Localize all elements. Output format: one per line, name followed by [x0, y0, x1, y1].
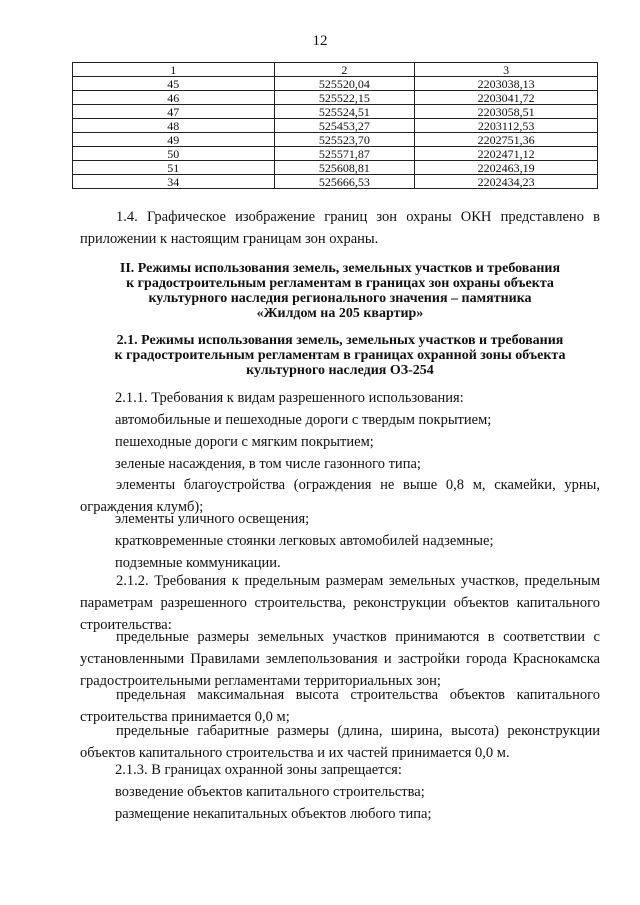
item-roads: автомобильные и пешеходные дороги с твердым покрытием; [115, 412, 492, 428]
table-row [73, 133, 598, 147]
para-dimensions-text: предельные габаритные размеры (длина, ширина, высота) реконструкции объектов капитального строительства и их частей принимается 0,0 м. [80, 723, 600, 761]
item-placement: размещение некапитальных объектов любого типа; [115, 806, 432, 822]
table-cell: 2203041,72 [415, 91, 598, 105]
item-green: зеленые насаждения, в том числе газонного типа; [115, 456, 421, 472]
table-cell: 47 [73, 105, 275, 119]
table-row [73, 105, 598, 119]
table-cell: 2203058,51 [415, 105, 598, 119]
heading-line: культурного наследия ОЗ-254 [246, 363, 434, 378]
table-cell: 2203112,53 [415, 119, 598, 133]
item-utilities: подземные коммуникации. [115, 555, 281, 571]
item-2-1-1: 2.1.1. Требования к видам разрешенного использования: [115, 390, 464, 406]
table-cell: 525453,27 [274, 119, 415, 133]
section-1-4-text: 1.4. Графическое изображение границ зон охраны ОКН представлено в приложении к настоящим границам зон охраны. [80, 209, 600, 247]
heading-line: культурного наследия регионального значения – памятника [148, 291, 532, 306]
table-cell: 49 [73, 133, 275, 147]
item-parking: кратковременные стоянки легковых автомобилей надземные; [115, 533, 494, 549]
table-cell: 50 [73, 147, 275, 161]
item-paths: пешеходные дороги с мягким покрытием; [115, 434, 374, 450]
table-cell: 2202751,36 [415, 133, 598, 147]
section-1-4 [80, 206, 600, 250]
table-header-cell: 1 [73, 63, 275, 77]
table-header-cell: 3 [415, 63, 598, 77]
heading-line: «Жилдом на 205 квартир» [256, 306, 424, 321]
para-plot-sizes [80, 626, 600, 692]
table-row [73, 147, 598, 161]
page-number: 12 [312, 33, 328, 49]
item-improvement-text: элементы благоустройства (ограждения не выше 0,8 м, скамейки, урны, ограждения клумб); [80, 477, 600, 515]
table-row [73, 119, 598, 133]
table-row [73, 77, 598, 91]
heading-section-2 [80, 261, 600, 321]
table-cell: 2202434,23 [415, 175, 598, 189]
section-2-1-2-text: 2.1.2. Требования к предельным размерам земельных участков, предельным параметрам разрешенного строительства, реконструкции объектов капитального строительства: [80, 573, 600, 633]
table-cell: 525520,04 [274, 77, 415, 91]
table-cell: 525523,70 [274, 133, 415, 147]
table-cell: 46 [73, 91, 275, 105]
heading-section-2-1 [80, 333, 600, 378]
table-row [73, 161, 598, 175]
table-cell: 48 [73, 119, 275, 133]
item-lighting: элементы уличного освещения; [115, 511, 310, 527]
para-dimensions [80, 720, 600, 764]
table-cell: 525608,81 [274, 161, 415, 175]
table-row [73, 91, 598, 105]
item-erection: возведение объектов капитального строительства; [115, 784, 425, 800]
table-cell: 525522,15 [274, 91, 415, 105]
table-cell: 34 [73, 175, 275, 189]
para-plot-sizes-text: предельные размеры земельных участков принимаются в соответствии с установленными Правилами землепользования и застройки города Краснокамска градостроительными регламентами территориальных зон; [80, 629, 600, 689]
heading-line: II. Режимы использования земель, земельных участков и требования [119, 261, 561, 276]
table-cell: 51 [73, 161, 275, 175]
coordinates-table [72, 62, 598, 189]
table-row [73, 175, 598, 189]
table-cell: 45 [73, 77, 275, 91]
heading-line: к градостроительным регламентам в границах охранной зоны объекта [114, 348, 566, 363]
item-2-1-3: 2.1.3. В границах охранной зоны запрещается: [115, 762, 402, 778]
table-cell: 525666,53 [274, 175, 415, 189]
table-header-cell: 2 [274, 63, 415, 77]
heading-line: 2.1. Режимы использования земель, земельных участков и требования [116, 333, 564, 348]
heading-line: к градостроительным регламентам в границах зон охраны объекта [126, 276, 554, 291]
table-cell: 525571,87 [274, 147, 415, 161]
table-cell: 525524,51 [274, 105, 415, 119]
table-cell: 2202463,19 [415, 161, 598, 175]
table-cell: 2203038,13 [415, 77, 598, 91]
table-header-row [73, 63, 598, 77]
table-cell: 2202471,12 [415, 147, 598, 161]
para-max-height-text: предельная максимальная высота строительства объектов капитального строительства принимается 0,0 м; [80, 687, 600, 725]
